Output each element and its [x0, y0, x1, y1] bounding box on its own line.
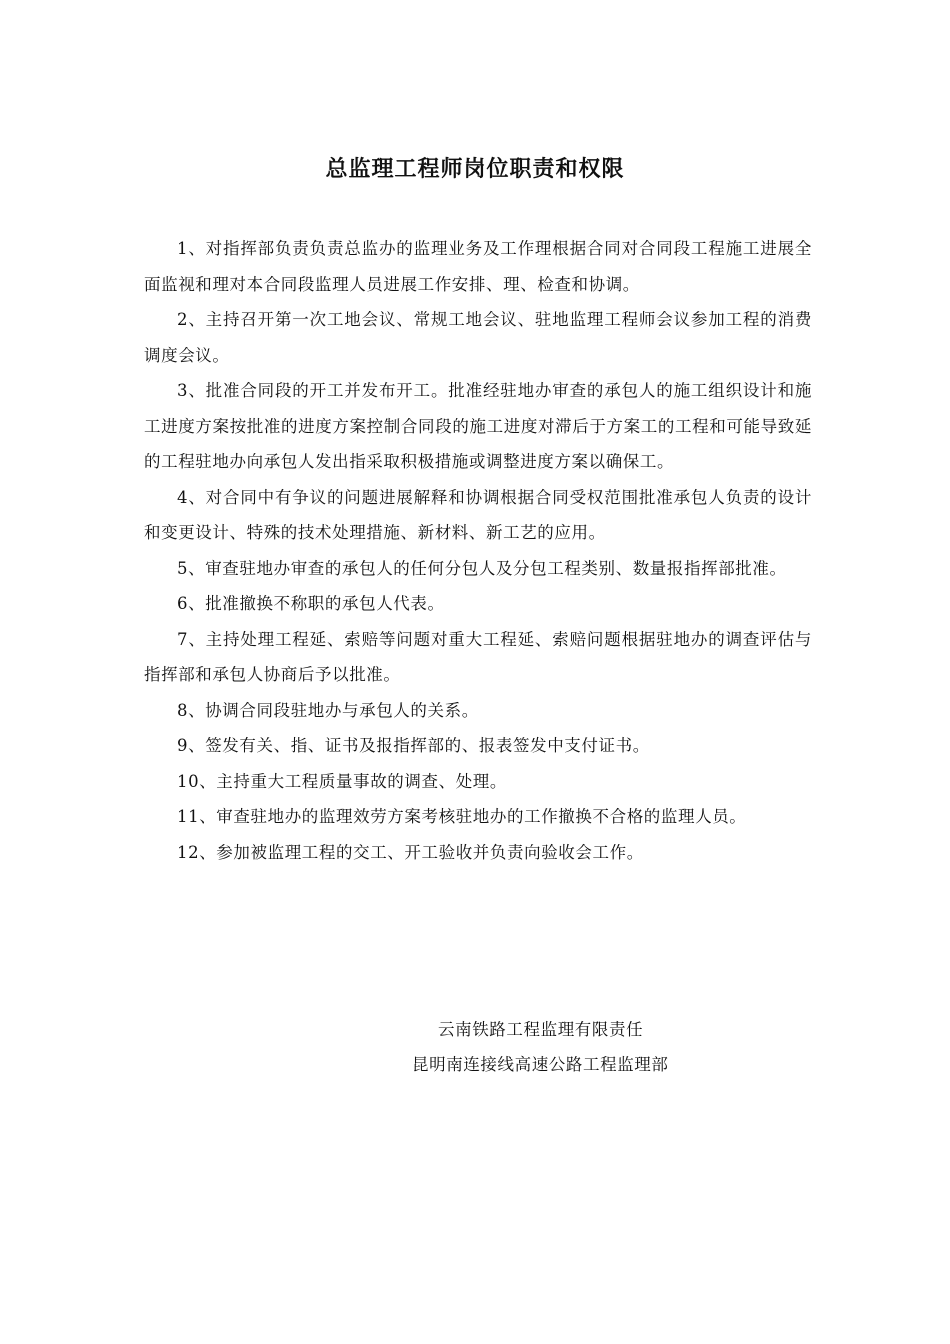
- duty-item-4: 4、对合同中有争议的问题进展解释和协调根据合同受权范围批准承包人负责的设计和变更设计、特殊的技术处理措施、新材料、新工艺的应用。: [144, 487, 812, 542]
- duty-item-8: 8、协调合同段驻地办与承包人的关系。: [177, 700, 479, 720]
- duty-item-10: 10、主持重大工程质量事故的调查、处理。: [177, 771, 507, 791]
- duty-item-12: 12、参加被监理工程的交工、开工验收并负责向验收会工作。: [177, 842, 644, 862]
- duty-item-9: 9、签发有关、指、证书及报指挥部的、报表签发中支付证书。: [177, 736, 650, 755]
- duty-item-6: 6、批准撤换不称职的承包人代表。: [177, 594, 445, 613]
- signature-department: 昆明南连接线高速公路工程监理部: [412, 1055, 669, 1074]
- duty-list: [144, 231, 812, 870]
- duty-item-2: 2、主持召开第一次工地会议、常规工地会议、驻地监理工程师会议参加工程的消费调度会议。: [144, 310, 812, 365]
- duty-item-7: 7、主持处理工程延、索赔等问题对重大工程延、索赔问题根据驻地办的调查评估与指挥部和承包人协商后予以批准。: [144, 629, 812, 684]
- document-title: 总监理工程师岗位职责和权限: [325, 157, 625, 182]
- duty-item-1: 1、对指挥部负责负责总监办的监理业务及工作理根据合同对合同段工程施工进展全面监视和理对本合同段监理人员进展工作安排、理、检查和协调。: [144, 239, 812, 294]
- signature-company: 云南铁路工程监理有限责任: [438, 1020, 644, 1039]
- duty-item-11: 11、审查驻地办的监理效劳方案考核驻地办的工作撤换不合格的监理人员。: [177, 807, 747, 826]
- duty-item-3: 3、批准合同段的开工并发布开工。批准经驻地办审查的承包人的施工组织设计和施工进度方案按批准的进度方案控制合同段的施工进度对滞后于方案工的工程和可能导致延的工程驻地办向承包人发出指采取积极措施或调整进度方案以确保工。: [144, 381, 812, 471]
- duty-item-5: 5、审查驻地办审查的承包人的任何分包人及分包工程类别、数量报指挥部批准。: [177, 558, 787, 578]
- signature-block: [390, 1012, 710, 1082]
